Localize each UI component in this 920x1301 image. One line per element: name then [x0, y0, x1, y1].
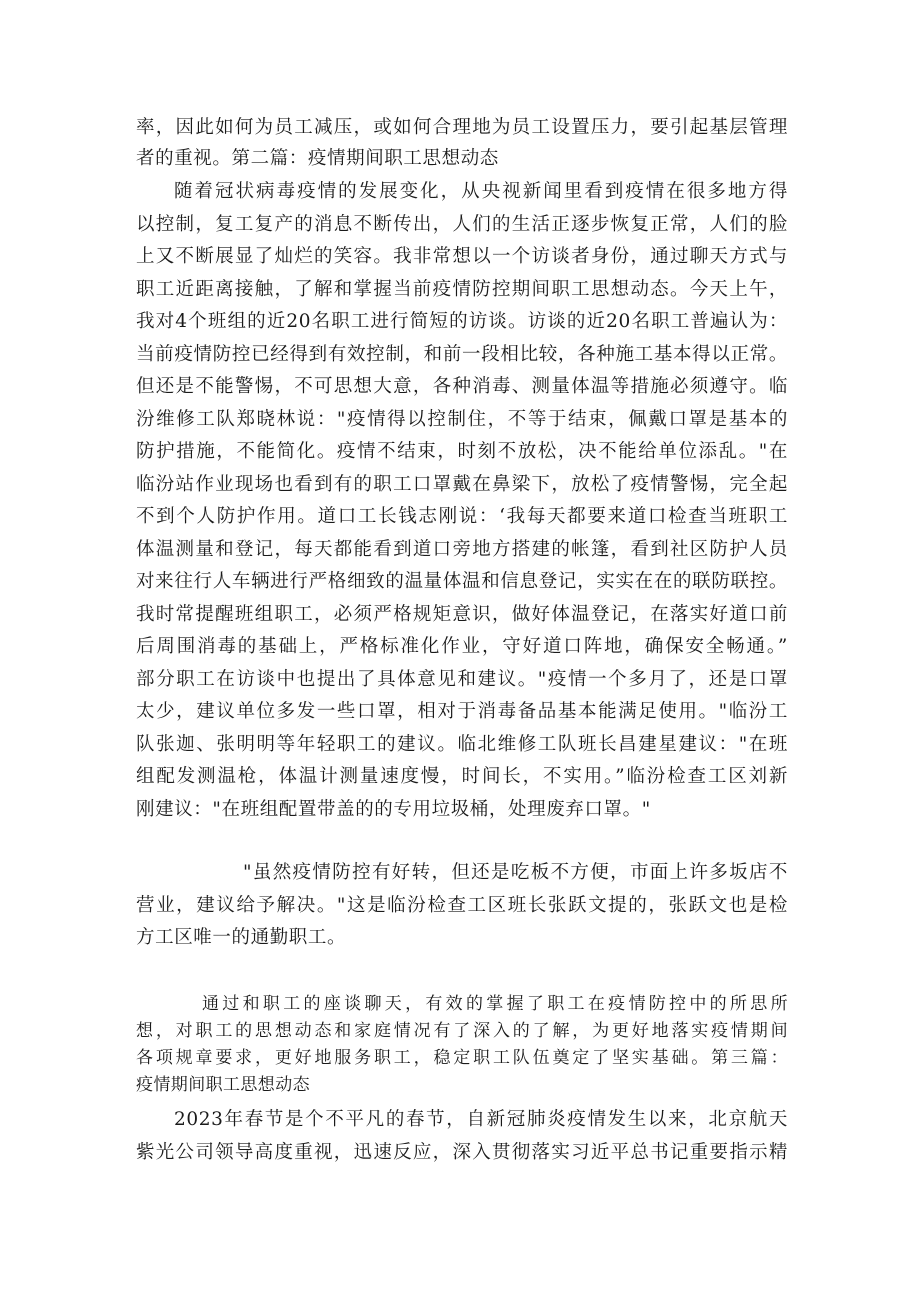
text-line: 我对4个班组的近20名职工进行简短的访谈。访谈的近20名职工普遍认为： [136, 311, 788, 332]
text-line: 以控制，复工复产的消息不断传出，人们的生活正逐步恢复正常，人们的脸 [136, 214, 788, 235]
text-line: 各项规章要求，更好地服务职工，稳定职工队伍奠定了坚实基础。第三篇： [136, 1048, 788, 1068]
text-line: 率，因此如何为员工减压，或如何合理地为员工设置压力，要引起基层管理 [136, 117, 788, 138]
text-line: 2023年春节是个不平凡的春节，自新冠肺炎疫情发生以来，北京航天 [174, 1109, 788, 1130]
text-line: 队张迦、张明明等年轻职工的建议。临北维修工队班长昌建星建议："在班 [136, 734, 788, 755]
text-line: 当前疫情防控已经得到有效控制，和前一段相比较，各种施工基本得以正常。 [136, 344, 788, 365]
text-line: 通过和职工的座谈聊天，有效的掌握了职工在疫情防控中的所思所 [202, 994, 788, 1014]
text-line: 上又不断展显了灿烂的笑容。我非常想以一个访谈者身份，通过聊天方式与 [136, 246, 788, 267]
text-line: 但还是不能警惕，不可思想大意，各种消毒、测量体温等措施必须遵守。临 [136, 376, 788, 397]
text-line: 体温测量和登记，每天都能看到道口旁地方搭建的帐篷，看到社区防护人员 [136, 539, 788, 560]
text-line: 想，对职工的思想动态和家庭情况有了深入的了解，为更好地落实疫情期间 [136, 1021, 788, 1041]
text-line: 方工区唯一的通勤职工。 [136, 927, 347, 948]
text-line: 太少，建议单位多发一些口罩，相对于消毒备品基本能满足使用。"临汾工 [136, 701, 788, 722]
text-line: 不到个人防护作用。道口工长钱志刚说：‘我每天都要来道口检查当班职工 [136, 506, 788, 527]
text-line: 职工近距离接触，了解和掌握当前疫情防控期间职工思想动态。今天上午， [136, 279, 788, 300]
text-line: 对来往行人车辆进行严格细致的温量体温和信息登记，实实在在的联防联控。 [136, 571, 788, 592]
text-line: 组配发测温枪，体温计测量速度慢，时间长，不实用。”临汾检查工区刘新 [136, 766, 788, 787]
text-line: 随着冠状病毒疫情的发展变化，从央视新闻里看到疫情在很多地方得 [174, 181, 788, 202]
text-line: 者的重视。第二篇：疫情期间职工思想动态 [136, 148, 499, 169]
text-line: 紫光公司领导高度重视，迅速反应，深入贯彻落实习近平总书记重要指示精 [136, 1142, 788, 1163]
text-line: 临汾站作业现场也看到有的职工口罩戴在鼻梁下，放松了疫情警惕，完全起 [136, 474, 788, 495]
text-line: "虽然疫情防控有好转，但还是吃板不方便，市面上许多坂店不 [243, 862, 788, 883]
text-line: 部分职工在访谈中也提出了具体意见和建议。"疫情一个多月了，还是口罩 [136, 669, 788, 690]
text-line: 营业，建议给予解决。"这是临汾检查工区班长张跃文提的，张跃文也是检 [136, 895, 788, 916]
text-line: 汾维修工队郑晓林说："疫情得以控制住，不等于结束，佩戴口罩是基本的 [136, 409, 788, 430]
text-line: 我时常提醒班组职工，必须严格规矩意识，做好体温登记，在落实好道口前 [136, 604, 788, 625]
text-line: 防护措施，不能简化。疫情不结束，时刻不放松，决不能给单位添乱。"在 [136, 441, 788, 462]
text-line: 刚建议："在班组配置带盖的的专用垃圾桶，处理废弃口罩。" [136, 799, 651, 820]
text-line: 疫情期间职工思想动态 [136, 1075, 310, 1095]
text-line: 后周围消毒的基础上，严格标准化作业，守好道口阵地，确保安全畅通。” [136, 636, 788, 657]
